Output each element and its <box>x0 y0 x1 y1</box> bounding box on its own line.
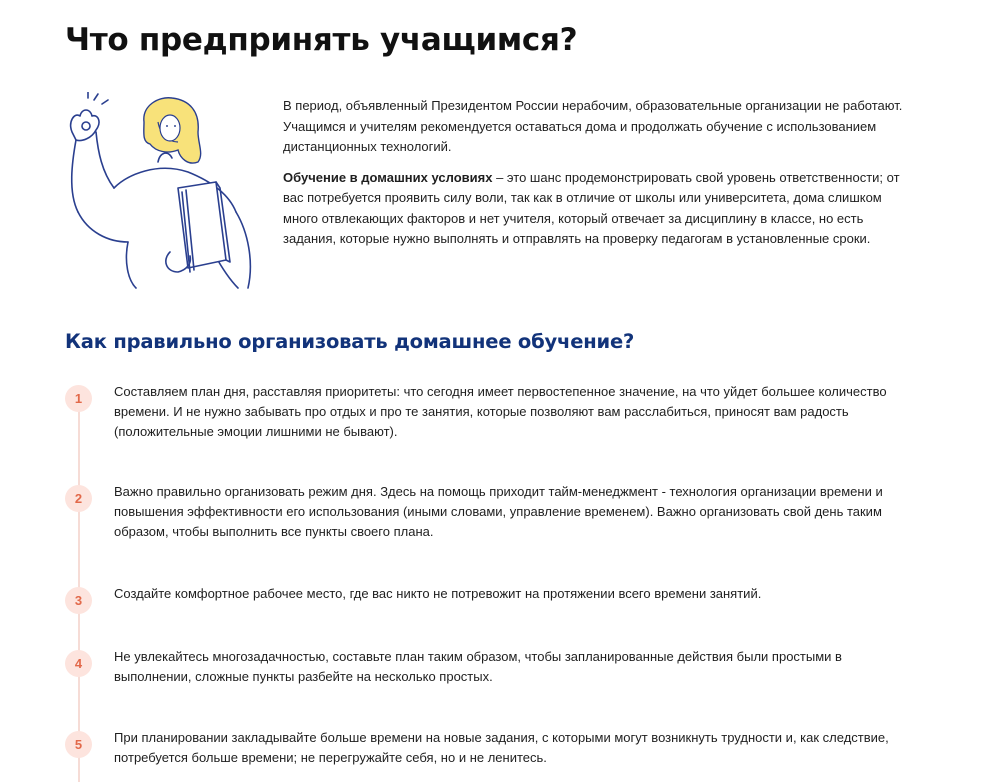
intro-text <box>283 96 908 260</box>
step-number-badge: 4 <box>65 650 92 677</box>
step-text: Составляем план дня, расставляя приоритеты: что сегодня имеет первостепенное значение, на что уйдет большее количество времени. И не нужно забывать про отдых и про те занятия, которые позволяют вам расслабиться, приносят вам радость (положительные эмоции лишними не бывают). <box>114 384 887 439</box>
intro-highlight: Обучение в домашних условиях <box>283 169 493 185</box>
student-illustration <box>58 92 258 292</box>
intro-paragraph-1: В период, объявленный Президентом России нерабочим, образовательные организации не работают. Учащимся и учителям рекомендуется оставаться дома и продолжать обучение с использованием дистанционных технологий. <box>283 98 903 154</box>
step-text: Создайте комфортное рабочее место, где вас никто не потревожит на протяжении всего времени занятий. <box>114 586 762 601</box>
step-number-badge: 2 <box>65 485 92 512</box>
section-title: Как правильно организовать домашнее обучение? <box>65 330 635 353</box>
page-title: Что предпринять учащимся? <box>65 22 578 58</box>
intro-paragraph-2 <box>283 168 908 250</box>
step-text: При планировании закладывайте больше времени на новые задания, с которыми могут возникнуть трудности и, как следствие, потребуется больше времени; не перегружайте себя, но и не ленитесь. <box>114 730 889 765</box>
step-text: Важно правильно организовать режим дня. Здесь на помощь приходит тайм-менеджмент - технология организации времени и повышения эффективности его использования (иными словами, управление временем). Важно организовать свой день таким образом, чтобы выполнить все пункты своего плана. <box>114 484 883 539</box>
step-number-badge: 5 <box>65 731 92 758</box>
step-number-badge: 3 <box>65 587 92 614</box>
intro-paragraph-2-rest: – это шанс продемонстрировать свой уровень ответственности; от вас потребуется проявить силу воли, так как в отличие от школы или университета, дома слишком много отвлекающих факторов и нет учителя, который отвечает за дисциплину в классе, но есть задания, которые нужно выполнять и отправлять на проверку педагогам в установленные сроки. <box>283 169 900 246</box>
step-number-badge: 1 <box>65 385 92 412</box>
step-text: Не увлекайтесь многозадачностью, составьте план таким образом, чтобы запланированные действия были простыми в выполнении, сложные пункты разбейте на несколько простых. <box>114 649 842 684</box>
